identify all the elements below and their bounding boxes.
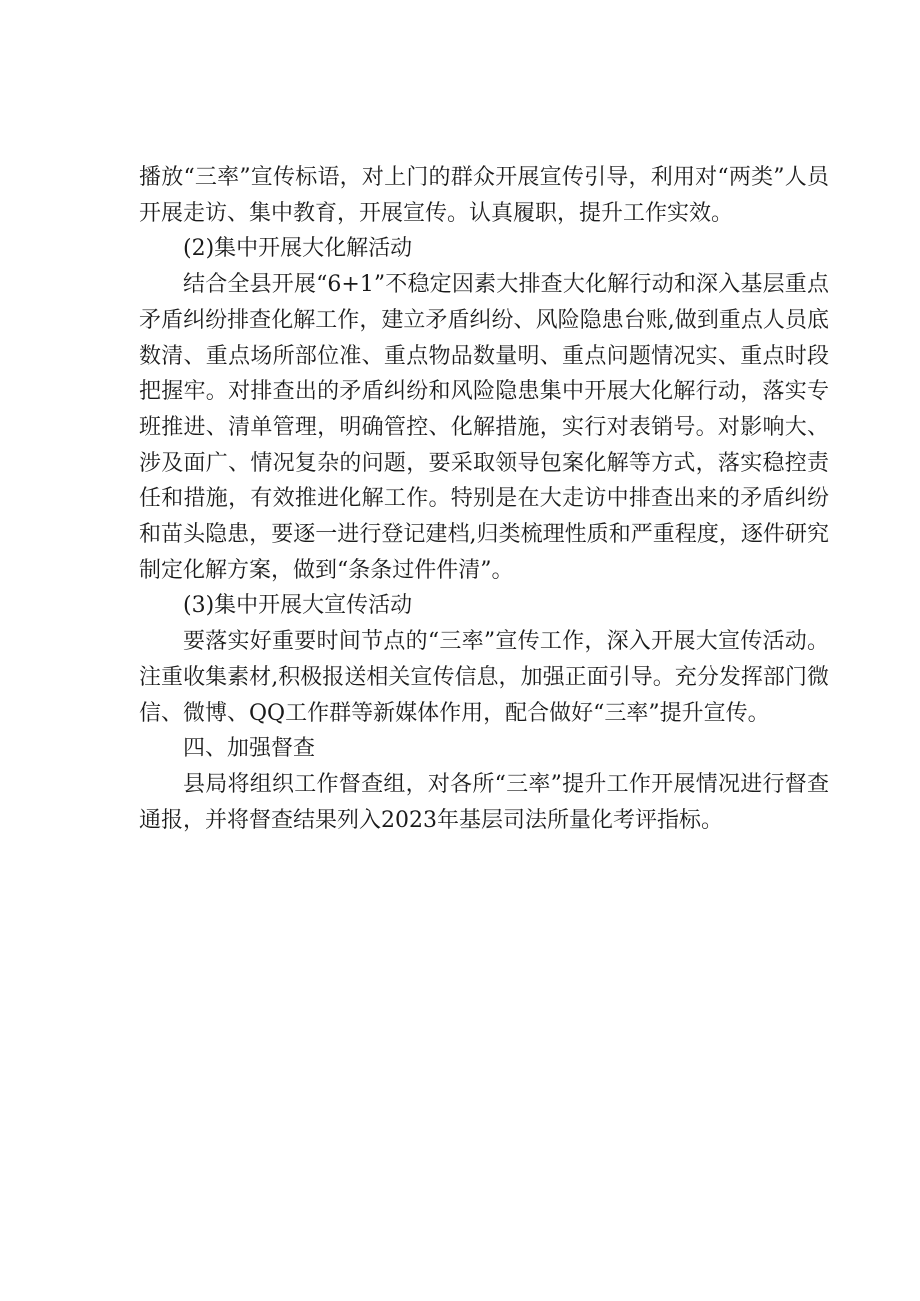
section-heading-supervision: 四、加强督查 bbox=[183, 736, 316, 762]
document-body bbox=[139, 160, 829, 838]
paragraph-publicity-activity: 要落实好重要时间节点的“三率”宣传工作，深入开展大宣传活动。注重收集素材,积极报送相关宣传信息，加强正面引导。充分发挥部门微信、微博、QQ工作群等新媒体作用，配合做好“三率”提升宣传。 bbox=[139, 629, 829, 726]
subheading-collective-resolution: (2)集中开展大化解活动 bbox=[183, 236, 413, 262]
paragraph-continuation: 播放“三率”宣传标语，对上门的群众开展宣传引导，利用对“两类”人员开展走访、集中教育，开展宣传。认真履职，提升工作实效。 bbox=[139, 165, 829, 226]
subheading-collective-publicity: (3)集中开展大宣传活动 bbox=[183, 593, 413, 619]
paragraph-resolution-activity: 结合全县开展“6+1”不稳定因素大排查大化解行动和深入基层重点矛盾纠纷排查化解工作，建立矛盾纠纷、风险隐患台账,做到重点人员底数清、重点场所部位准、重点物品数量明、重点问题情况实、重点时段把握牢。对排查出的矛盾纠纷和风险隐患集中开展大化解行动，落实专班推进、清单管理，明确管控、化解措施，实行对表销号。对影响大、涉及面广、情况复杂的问题，要采取领导包案化解等方式，落实稳控责任和措施，有效推进化解工作。特别是在大走访中排查出来的矛盾纠纷和苗头隐患，要逐一进行登记建档,归类梳理性质和严重程度，逐件研究制定化解方案，做到“条条过件件清”。 bbox=[139, 272, 829, 583]
paragraph-supervision: 县局将组织工作督查组，对各所“三率”提升工作开展情况进行督查通报，并将督查结果列入2023年基层司法所量化考评指标。 bbox=[139, 771, 829, 833]
